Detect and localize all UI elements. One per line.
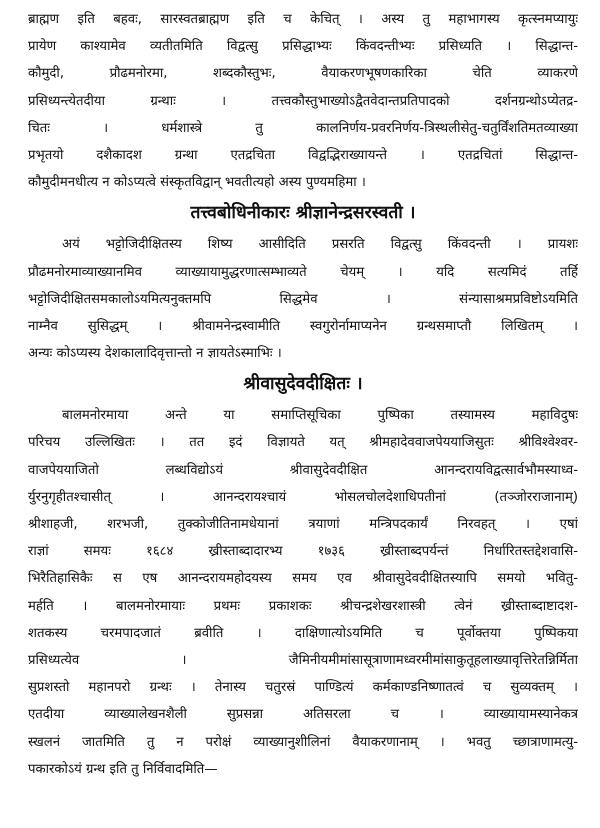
text-line: कौमुदीमनधीत्य न कोऽप्यत्वे संस्कृतविद्वान् भवतीत्यहो अस्य पुण्यमहिमा ।	[28, 175, 366, 191]
section-heading-vasudeva: श्रीवासुदेवदीक्षितः ।	[243, 374, 363, 395]
text-line: अन्यः कोऽप्यस्य देशकालादिवृत्तान्तो न ज्ञायतेऽस्माभिः ।	[28, 346, 282, 362]
text-line: कौमुदी, प्रौढमनोरमा, शब्दकौस्तुभः, वैयाकरणभूषणकारिका चेति व्याकरणे	[28, 66, 578, 82]
text-line: प्रायेण काश्यामेव व्यतीतमिति विद्वत्सु प्रसिद्धाभ्यः किंवदन्तीभ्यः प्रसिध्यति । सिद्धान्त-	[28, 39, 578, 55]
text-line: सुप्रशस्तो महानपरो ग्रन्थः । तेनास्य चतुरस्रं पाण्डित्यं कर्मकाण्डनिष्णातत्वं च सुव्यक्तम् ।	[28, 680, 578, 696]
text-line: श्रीशाहजी, शरभजी, तुक्कोजीतिनामधेयानां त्रयाणां मन्त्रिपदकार्यं निरवहत् । एषां	[28, 517, 578, 532]
text-line: प्रौढमनोरमाव्याख्यानमिव व्याख्यायामुद्धरणात्सम्भाव्यते चेयम् । यदि सत्यमिदं तर्हि	[28, 264, 578, 280]
text-line: भट्टोजिदीक्षितसमकालोऽयमित्यनुक्तमपि सिद्धमेव । संन्यासाश्रमप्रविष्टोऽयमिति	[28, 291, 578, 307]
text-line: वाजपेययाजितो लब्धविद्योऽयं श्रीवासुदेवदीक्षित आनन्दरायविद्वत्सार्वभौमस्याध्व-	[28, 462, 578, 478]
text-line: स्खलनं जातमिति तु न परोक्षं व्याख्यानुशीलिनां वैयाकरणानाम् । भवतु च्छात्राणामत्यु-	[28, 734, 578, 750]
text-line: ब्राह्मण इति बहवः, सारस्वतब्राह्मण इति च केचित् । अस्य तु महाभागस्य कृत्स्नमप्यायुः	[28, 12, 578, 27]
text-line: प्रसिध्यत्येव । जैमिनीयमीमांसासूत्राणामध्वरमीमांसाकुतूहलाख्यावृत्तिरेतन्निर्मिता	[28, 652, 578, 668]
text-line: एतदीया व्याख्यालेखनशैली सुप्रसन्ना अतिसरला च । व्याख्यायामस्यानेकत्र	[28, 707, 578, 723]
text-line: परिचय उल्लिखितः । तत इदं विज्ञायते यत् श्रीमहादेववाजपेययाजिसुतः श्रीविश्वेश्वर-	[28, 435, 578, 451]
paragraph-intro	[28, 6, 578, 196]
text-line: प्रसिध्यन्त्येतदीया ग्रन्थाः । तत्त्वकौस्तुभाख्योऽद्वैतवेदान्तप्रतिपादको दर्शनग्रन्थोऽप्येतद्र-	[28, 93, 578, 109]
paragraph-tattvabodhini	[28, 231, 578, 367]
text-line: अयं भट्टोजिदीक्षितस्य शिष्य आसीदिति प्रसरति विद्वत्सु किंवदन्ती । प्रायशः	[62, 237, 578, 253]
text-line: र्युरनुगृहीतश्चासीत् । आनन्दरायश्चायं भोसलचोलदेशाधिपतीनां (तञ्जोरराजानाम्)	[28, 489, 578, 505]
paragraph-vasudeva	[28, 402, 578, 783]
text-line: पकारकोऽयं ग्रन्थ इति तु निर्विवादमिति—	[28, 761, 218, 777]
text-line: नाम्नैव सुसिद्धम् । श्रीवामनेन्द्रस्वामीति स्वगुरोर्नामाप्यनेन ग्रन्थसमाप्तौ लिखितम् ।	[28, 318, 578, 334]
text-line: बालमनोरमाया अन्ते या समाप्तिसूचिका पुष्पिका तस्यामस्य महाविदुषः	[62, 408, 578, 424]
text-line: प्रभृतयो दशैकादश ग्रन्था एतद्रचिता विद्वद्भिराख्यायन्ते । एतद्रचितां सिद्धान्त-	[28, 147, 578, 163]
text-line: चितः । धर्मशास्त्रे तु कालनिर्णय-प्रवरनिर्णय-त्रिस्थलीसेतु-चतुर्विंशतिमतव्याख्या	[28, 120, 578, 136]
text-line: राज्ञां समयः १६८४ ख्रीस्ताब्दादारभ्य १७३६ ख्रीस्ताब्दपर्यन्तं निर्धारितस्तद्देशवासि-	[28, 544, 578, 560]
text-line: भिरैतिहासिकैः स एष आनन्दरायमहोदयस्य समय एव श्रीवासुदेवदीक्षितस्यापि समयो भवितु-	[28, 571, 578, 587]
text-line: शतकस्य चरमपादजातं ब्रवीति । दाक्षिणात्योऽयमिति च पूर्वोक्तया पुष्पिकया	[28, 625, 578, 641]
section-heading-tattvabodhini: तत्त्वबोधिनीकारः श्रीज्ञानेन्द्रसरस्वती ।	[190, 203, 416, 224]
text-line: मर्हति । बालमनोरमायाः प्रथमः प्रकाशकः श्रीचन्द्रशेखरशास्त्री त्वेनं ख्रीस्ताब्दाष्टादश-	[28, 598, 578, 614]
